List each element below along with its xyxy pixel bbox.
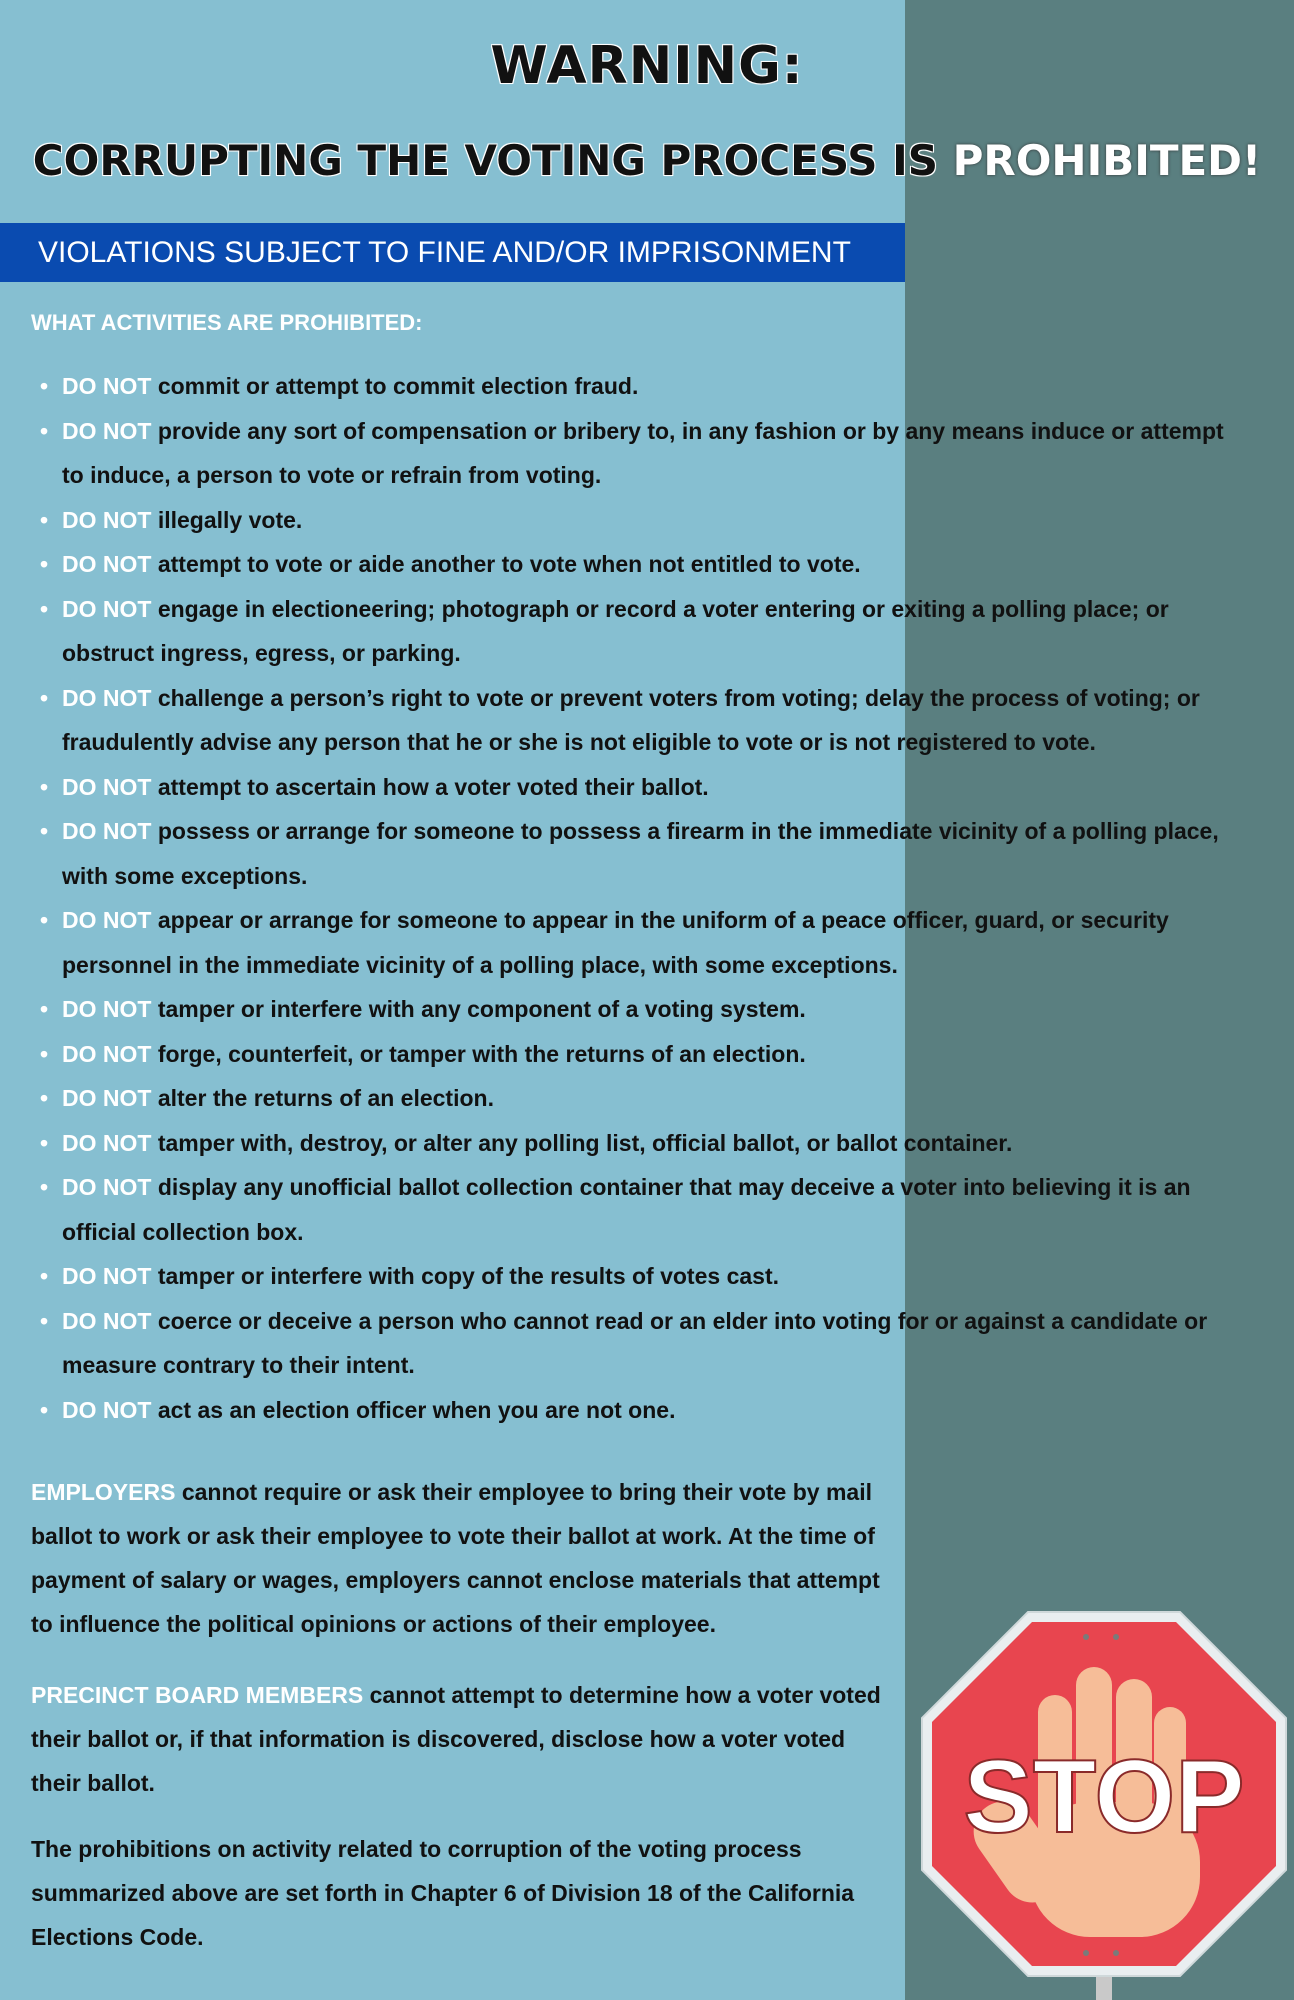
prohibition-text: tamper with, destroy, or alter any polling list, official ballot, or ballot container. [157, 1129, 1013, 1156]
do-not-label: DO NOT [62, 684, 152, 711]
prohibition-text: commit or attempt to commit election fraud. [157, 373, 639, 399]
do-not-label: DO NOT [62, 1129, 152, 1156]
prohibition-text: provide any sort of compensation or bribery to, in any fashion or by any means induce or attempt to induce, a person to vote or refrain from voting. [62, 417, 1224, 488]
prohibitions-list [0, 364, 1250, 1432]
violations-banner: VIOLATIONS SUBJECT TO FINE AND/OR IMPRISONMENT [0, 223, 905, 282]
employers-lead: EMPLOYERS [31, 1479, 176, 1505]
precinct-lead: PRECINCT BOARD MEMBERS [31, 1682, 364, 1708]
prohibition-text: illegally vote. [157, 506, 303, 533]
do-not-label: DO NOT [62, 1263, 152, 1289]
prohibition-text: tamper or interfere with copy of the results of votes cast. [157, 1263, 779, 1289]
prohibition-item [0, 987, 1250, 1032]
footer-note: The prohibitions on activity related to corruption of the voting process summarized above are set forth in Chapter 6 of Division 18 of the California Elections Code. [31, 1836, 855, 1950]
do-not-label: DO NOT [62, 996, 152, 1022]
do-not-label: DO NOT [62, 1307, 152, 1334]
do-not-label: DO NOT [62, 773, 152, 800]
prohibition-text: coerce or deceive a person who cannot read or an elder into voting for or against a candidate or measure contrary to their intent. [62, 1307, 1208, 1378]
prohibition-item [0, 1076, 1250, 1121]
prohibition-item [0, 498, 1250, 543]
prohibition-text: attempt to vote or aide another to vote when not entitled to vote. [157, 551, 861, 577]
prohibition-text: forge, counterfeit, or tamper with the returns of an election. [157, 1040, 806, 1067]
prohibition-item [0, 1121, 1250, 1166]
prohibition-text: act as an election officer when you are not one. [157, 1396, 676, 1423]
prohibition-item [0, 898, 1250, 987]
prohibition-item [0, 364, 1250, 409]
do-not-label: DO NOT [62, 907, 152, 933]
do-not-label: DO NOT [62, 506, 152, 533]
do-not-label: DO NOT [62, 373, 152, 399]
precinct-text: cannot attempt to determine how a voter voted their ballot or, if that information is discovered, disclose how a voter voted their ballot. [31, 1682, 881, 1796]
prohibition-text: possess or arrange for someone to possess a firearm in the immediate vicinity of a polling place, with some exceptions. [62, 818, 1219, 889]
prohibition-item [0, 587, 1250, 676]
do-not-label: DO NOT [62, 551, 152, 577]
section-heading: WHAT ACTIVITIES ARE PROHIBITED: [31, 310, 423, 335]
prohibition-item [0, 676, 1250, 765]
prohibition-text: challenge a person’s right to vote or prevent voters from voting; delay the process of voting; or fraudulently advise any person that he or she is not eligible to vote or is not registered to vote. [62, 684, 1200, 755]
prohibition-text: attempt to ascertain how a voter voted their ballot. [157, 773, 709, 800]
stop-label: STOP [963, 1739, 1245, 1855]
prohibition-item [0, 1254, 1250, 1299]
prohibition-item [0, 809, 1250, 898]
do-not-label: DO NOT [62, 1040, 152, 1067]
prohibition-item [0, 1388, 1250, 1433]
prohibition-item [0, 1165, 1250, 1254]
subtitle-prefix: CORRUPTING THE VOTING PROCESS IS [32, 136, 953, 185]
prohibition-item [0, 409, 1250, 498]
do-not-label: DO NOT [62, 1085, 152, 1111]
prohibition-item [0, 542, 1250, 587]
prohibition-text: display any unofficial ballot collection container that may deceive a voter into believing it is an official collection box. [62, 1174, 1191, 1245]
prohibition-item [0, 1299, 1250, 1388]
prohibition-text: alter the returns of an election. [157, 1085, 494, 1111]
prohibition-text: engage in electioneering; photograph or record a voter entering or exiting a polling place; or obstruct ingress, egress, or parking. [62, 595, 1169, 666]
do-not-label: DO NOT [62, 818, 152, 844]
do-not-label: DO NOT [62, 595, 152, 622]
do-not-label: DO NOT [62, 417, 152, 444]
warning-title: WARNING: [490, 36, 804, 96]
prohibition-text: appear or arrange for someone to appear in the uniform of a peace officer, guard, or security personnel in the immediate vicinity of a polling place, with some exceptions. [62, 907, 1169, 978]
employers-paragraph [31, 1470, 901, 1646]
do-not-label: DO NOT [62, 1396, 152, 1423]
precinct-paragraph [31, 1673, 901, 1805]
subtitle-highlight: PROHIBITED! [952, 136, 1262, 185]
prohibition-item [0, 765, 1250, 810]
employers-text: cannot require or ask their employee to bring their vote by mail ballot to work or ask their employee to vote their ballot at work. At the time of payment of salary or wages, employers cannot enclose materials that attempt to influence the political opinions or actions of their employee. [31, 1479, 880, 1637]
prohibited-subtitle [0, 136, 1294, 185]
prohibition-item [0, 1032, 1250, 1077]
do-not-label: DO NOT [62, 1174, 152, 1200]
prohibition-text: tamper or interfere with any component of a voting system. [157, 996, 806, 1022]
stop-sign-icon [918, 1607, 1290, 2000]
